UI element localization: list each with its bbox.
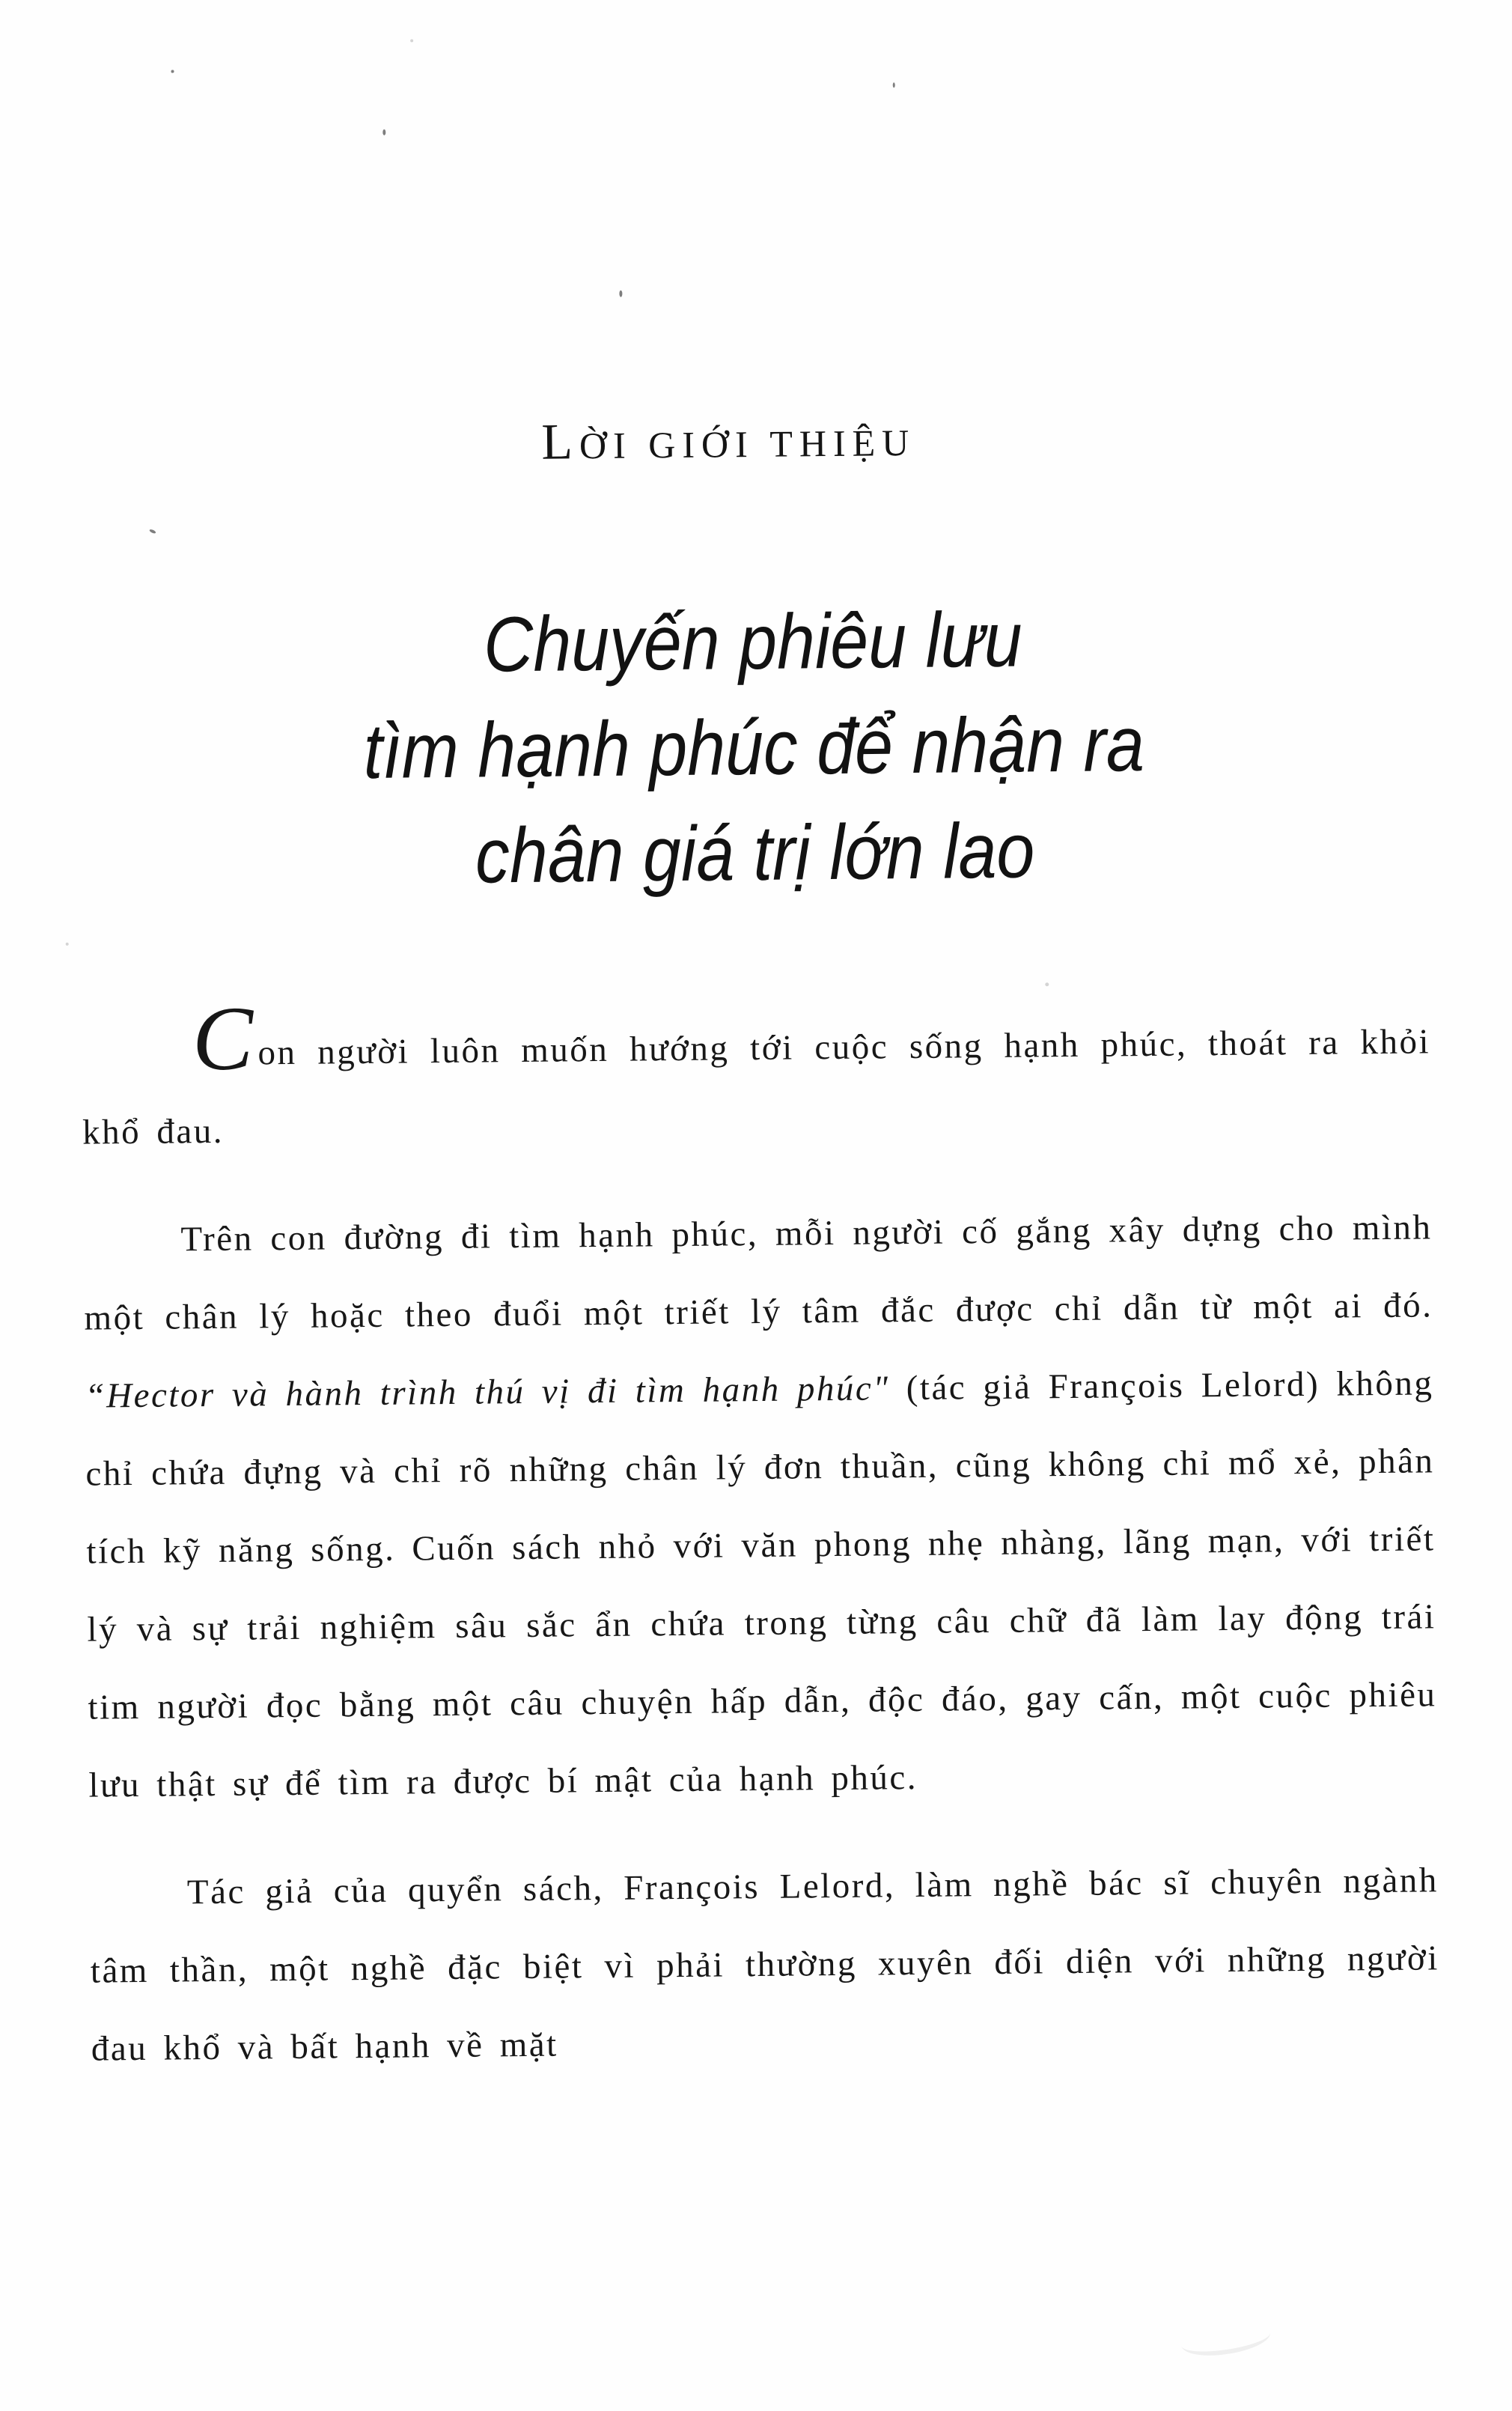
scan-smudge [1179,2317,1272,2360]
book-title-reference: “Hector và hành trình thú vị đi tìm hạnh phúc" [85,1369,906,1416]
scan-speck [382,130,385,136]
scan-speck [619,291,622,297]
chapter-title [0,583,1511,913]
chapter-title-line-3: chân giá trị lớn lao [475,807,1035,900]
scan-speck [410,39,413,42]
paragraph-2-rest: (tác giả François Lelord) không chỉ chứa đựng và chỉ rõ những chân lý đơn thuần, cũng không chỉ mổ xẻ, phân tích kỹ năng sống. Cuốn sách nhỏ với văn phong nhẹ nhàng, lãng mạn, với triết lý và sự trải nghiệm sâu sắc ẩn chứa trong từng câu chữ đã làm lay động trái tim người đọc bằng một câu chuyện hấp dẫn, độc đáo, gay cấn, một cuộc phiêu lưu thật sự để tìm ra được bí mật của hạnh phúc. [85,1363,1437,1805]
body-text [82,988,1441,2117]
scan-speck [149,529,156,534]
paragraph-1 [82,988,1432,1171]
chapter-title-line-2: tìm hạnh phúc để nhận ra [363,701,1145,796]
section-kicker: LỜI GIỚI THIỆU [540,413,916,470]
paragraph-1-text: on người luôn muốn hướng tới cuộc sống hạnh phúc, thoát ra khỏi khổ đau. [82,1022,1431,1152]
drop-cap: C [192,988,254,1090]
paragraph-3 [89,1841,1440,2088]
scan-speck [893,82,895,88]
paragraph-3-text: Tác giả của quyển sách, François Lelord, làm nghề bác sĩ chuyên ngành tâm thần, một nghề đặc biệt vì phải thường xuyên đối diện với những người đau khổ và bất hạnh về mặt [90,1861,1440,2069]
paragraph-2-lead: Trên con đường đi tìm hạnh phúc, mỗi người cố gắng xây dựng cho mình một chân lý hoặc theo đuổi một triết lý tâm đắc được chỉ dẫn từ một ai đó. [84,1208,1433,1338]
scan-speck [171,70,174,73]
scan-speck [66,943,69,946]
chapter-title-line-1: Chuyến phiêu lưu [483,596,1023,689]
scan-speck [1045,982,1049,986]
paragraph-2 [83,1188,1438,1824]
